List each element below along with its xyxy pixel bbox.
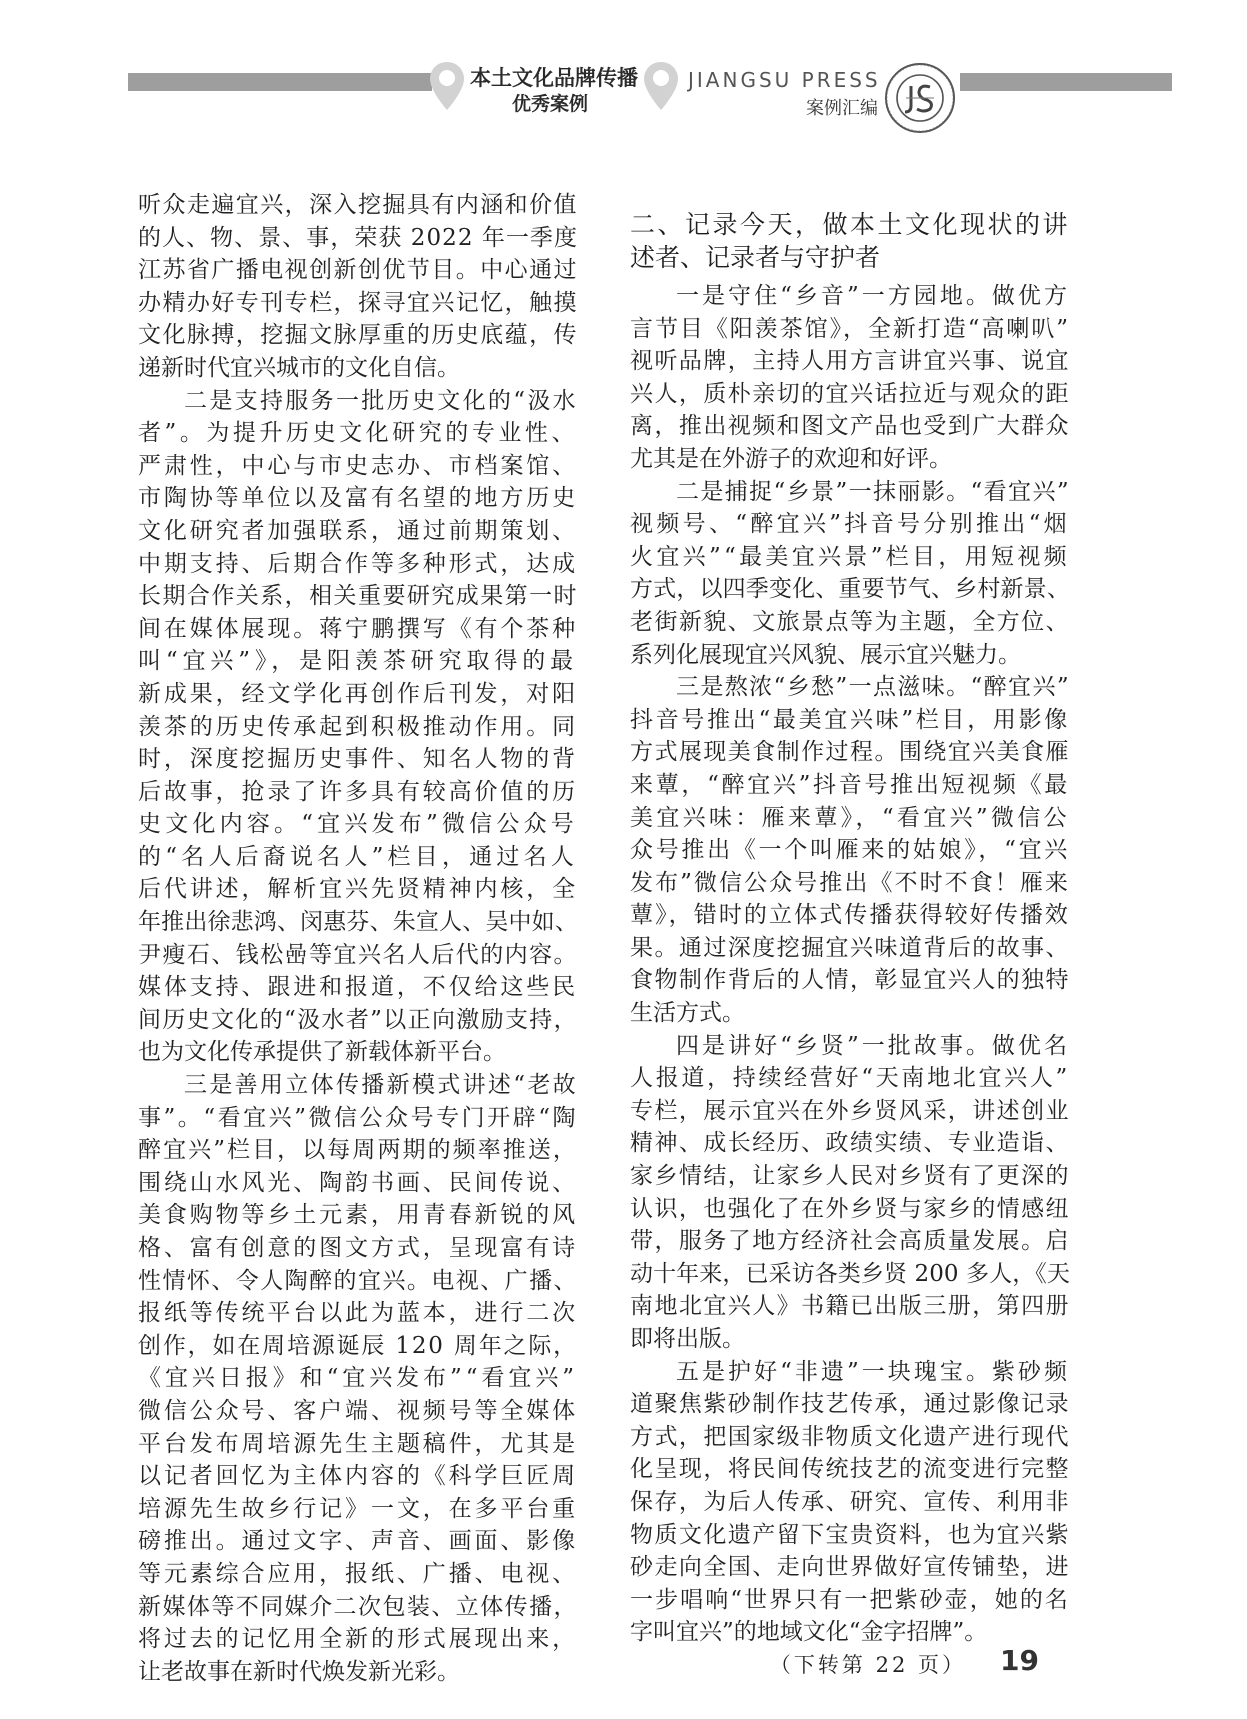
line-text xyxy=(676,476,1070,509)
line-text: 发布”微信公众号推出《不时不食！雁来 xyxy=(630,869,1070,896)
text-line xyxy=(138,776,578,809)
text-line xyxy=(138,1232,578,1265)
line-text: 视听品牌，主持人用方言讲宜兴事、说宜 xyxy=(630,348,1070,375)
line-text: 听众走遍宜兴，深入挖掘具有内涵和价值 xyxy=(138,192,578,218)
line-text: 即将出版。 xyxy=(630,1326,745,1352)
text-line xyxy=(138,1069,578,1102)
text-line xyxy=(630,802,1070,835)
text-line xyxy=(138,287,578,320)
text-line xyxy=(630,280,1070,313)
text-line xyxy=(630,410,1070,443)
lead-phrase: 四是讲好“乡贤”一批故事。 xyxy=(676,1032,992,1059)
text-line xyxy=(630,1584,1070,1617)
publication-section: 案例汇编 xyxy=(806,98,878,119)
text-line xyxy=(138,939,578,972)
text-line xyxy=(630,867,1070,900)
lead-phrase: 者”。 xyxy=(138,420,207,447)
left-column xyxy=(138,189,578,1688)
text-line xyxy=(138,385,578,418)
line-text: 方式，以四季变化、重要节气、乡村新景、 xyxy=(630,576,1070,603)
line-text: 间在媒体展现。蒋宁鹏撰写《有个茶种 xyxy=(138,615,578,642)
text-line xyxy=(138,1004,578,1037)
line-text: 让老故事在新时代焕发新光彩。 xyxy=(138,1658,460,1685)
text-line xyxy=(138,1395,578,1428)
line-text: 创作，如在周培源诞辰 120 周年之际， xyxy=(138,1332,578,1359)
association-seal-icon xyxy=(884,62,956,134)
line-text: 平台发布周培源先生主题稿件，尤其是 xyxy=(138,1430,578,1457)
text-line xyxy=(630,313,1070,346)
line-text: 做优方 xyxy=(991,283,1070,309)
line-text: 羡茶的历史传承起到积极推动作用。同 xyxy=(138,713,578,740)
line-text: 为提升历史文化研究的专业性、 xyxy=(206,420,578,447)
line-text: 磅推出。通过文字、声音、画面、影像 xyxy=(138,1528,578,1555)
line-text: 将过去的记忆用全新的形式展现出来， xyxy=(138,1626,578,1653)
line-text: 后故事，抢录了许多具有较高价值的历 xyxy=(138,778,578,805)
text-line xyxy=(630,1290,1070,1323)
column-subtitle: 优秀案例 xyxy=(512,93,589,115)
line-text: 精神、成长经历、政绩实绩、专业造诣、 xyxy=(630,1130,1070,1157)
continued-on-page-note: （下转第 22 页） xyxy=(769,1652,966,1677)
lead-phrase: 三是熬浓“乡愁”一点滋味。 xyxy=(676,674,971,701)
text-line xyxy=(630,241,1070,274)
text-line xyxy=(138,1558,578,1591)
text-line xyxy=(138,711,578,744)
line-text: 的人、物、景、事，荣获 2022 年一季度 xyxy=(138,224,578,251)
text-line xyxy=(138,1134,578,1167)
line-text: 二、记录今天，做本土文化现状的讲 xyxy=(630,210,1070,239)
line-text: 江苏省广播电视创新创优节目。中心通过 xyxy=(138,257,578,284)
line-text: 培源先生故乡行记》一文，在多平台重 xyxy=(138,1495,578,1522)
paragraph xyxy=(630,1030,1070,1356)
text-line xyxy=(138,189,578,222)
text-line xyxy=(630,1193,1070,1226)
text-line xyxy=(630,541,1070,574)
text-line xyxy=(630,704,1070,737)
publication-brand: JIANGSU PRESS xyxy=(688,68,881,92)
line-text: 长期合作关系，相关重要研究成果第一时 xyxy=(138,583,578,610)
line-text: 史文化内容。“宜兴发布”微信公众号 xyxy=(138,811,578,838)
text-line xyxy=(630,606,1070,639)
line-text: 专栏，展示宜兴在外乡贤风采，讲述创业 xyxy=(630,1097,1070,1124)
line-text: 尤其是在外游子的欢迎和好评。 xyxy=(630,445,952,472)
line-text: 带，服务了地方经济社会高质量发展。启 xyxy=(630,1228,1070,1255)
line-text: 动十年来，已采访各类乡贤 200 多人，《天 xyxy=(630,1260,1070,1287)
line-text xyxy=(138,1102,578,1135)
text-line xyxy=(138,1330,578,1363)
line-text: 媒体支持、跟进和报道，不仅给这些民 xyxy=(138,974,578,1001)
line-text: 《宜兴日报》和“宜兴发布”“看宜兴” xyxy=(138,1365,578,1392)
line-text: 生活方式。 xyxy=(630,1000,745,1027)
line-text: 中期支持、后期合作等多种形式，达成 xyxy=(138,550,578,577)
line-text: 众号推出《一个叫雁来的姑娘》，“宜兴 xyxy=(630,837,1070,864)
line-text: 文化研究者加强联系，通过前期策划、 xyxy=(138,517,578,544)
text-line xyxy=(630,736,1070,769)
text-line xyxy=(138,1199,578,1232)
line-text: 蕈》，错时的立体式传播获得较好传播效 xyxy=(630,902,1070,929)
text-line xyxy=(138,515,578,548)
text-line xyxy=(138,873,578,906)
paragraph xyxy=(138,1069,578,1688)
lead-phrase: 二是支持服务一批历史文化的“汲水 xyxy=(184,387,578,414)
text-line xyxy=(630,1062,1070,1095)
paragraph xyxy=(630,476,1070,672)
text-line xyxy=(138,1362,578,1395)
text-line xyxy=(138,1265,578,1298)
line-text: 人报道，持续经营好“天南地北宜兴人” xyxy=(630,1065,1070,1092)
line-text: 道聚焦紫砂制作技艺传承，通过影像记录 xyxy=(630,1391,1070,1418)
line-text: 的“名人后裔说名人”栏目，通过名人 xyxy=(138,843,578,870)
text-line xyxy=(138,254,578,287)
right-column xyxy=(630,208,1070,1682)
line-text: 字叫宜兴”的地域文化“金字招牌”。 xyxy=(630,1619,988,1646)
text-line xyxy=(630,378,1070,411)
text-line xyxy=(138,1623,578,1656)
line-text xyxy=(138,417,578,450)
line-text xyxy=(676,280,1070,313)
line-text: 一步唱响“世界只有一把紫砂壶，她的名 xyxy=(630,1586,1070,1613)
right-column-body xyxy=(630,280,1070,1649)
line-text: 方式，把国家级非物质文化遗产进行现代 xyxy=(630,1423,1070,1450)
line-text: 叫“宜兴”》，是阳羡茶研究取得的最 xyxy=(138,648,578,675)
text-line xyxy=(630,443,1070,476)
text-line xyxy=(138,678,578,711)
line-text: 报纸等传统平台以此为蓝本，进行二次 xyxy=(138,1300,578,1327)
line-text: 言节目《阳羡茶馆》，全新打造“高喇叭” xyxy=(630,315,1070,342)
line-text: 新媒体等不同媒介二次包装、立体传播， xyxy=(138,1593,578,1620)
header-bar-right xyxy=(960,73,1172,91)
line-text xyxy=(676,671,1070,704)
line-text: 方式展现美食制作过程。围绕宜兴美食雁 xyxy=(630,739,1070,766)
text-line xyxy=(138,906,578,939)
text-line xyxy=(138,645,578,678)
text-line xyxy=(138,1167,578,1200)
map-pin-icon xyxy=(428,60,466,112)
line-text: 等元素综合应用，报纸、广播、电视、 xyxy=(138,1560,578,1587)
line-text: 新成果，经文学化再创作后刊发，对阳 xyxy=(138,680,578,707)
text-line xyxy=(630,834,1070,867)
line-text: 以记者回忆为主体内容的《科学巨匠周 xyxy=(138,1463,578,1490)
text-line xyxy=(138,971,578,1004)
text-line xyxy=(630,1258,1070,1291)
text-line xyxy=(138,808,578,841)
text-line xyxy=(138,222,578,255)
text-line xyxy=(630,1388,1070,1421)
line-text: 视频号、“醉宜兴”抖音号分别推出“烟 xyxy=(630,511,1070,538)
text-line xyxy=(630,1095,1070,1128)
line-text: 果。通过深度挖掘宜兴味道背后的故事、 xyxy=(630,934,1070,961)
text-line xyxy=(630,1486,1070,1519)
text-line xyxy=(138,1297,578,1330)
text-line xyxy=(630,208,1070,241)
line-text: 格、富有创意的图文方式，呈现富有诗 xyxy=(138,1235,578,1261)
text-line xyxy=(630,1551,1070,1584)
map-pin-icon xyxy=(642,60,680,112)
text-line xyxy=(138,548,578,581)
text-line xyxy=(630,932,1070,965)
text-line xyxy=(630,573,1070,606)
line-text: 严肃性，中心与市史志办、市档案馆、 xyxy=(138,452,578,479)
paragraph xyxy=(138,385,578,1069)
line-text: “看宜兴” xyxy=(970,478,1070,505)
line-text: 来蕈，“醉宜兴”抖音号推出短视频《最 xyxy=(630,771,1070,798)
text-line xyxy=(138,1102,578,1135)
line-text: 食物制作背后的人情，彰显宜兴人的独特 xyxy=(630,967,1070,994)
line-text: 保存，为后人传承、研究、宣传、利用非 xyxy=(630,1488,1070,1515)
text-line xyxy=(630,899,1070,932)
line-text: 也为文化传承提供了新载体新平台。 xyxy=(138,1039,506,1066)
text-line xyxy=(138,580,578,613)
line-text: 砂走向全国、走向世界做好宣传铺垫，进 xyxy=(630,1554,1070,1581)
line-text xyxy=(184,385,578,418)
text-line xyxy=(138,1493,578,1526)
section-heading xyxy=(630,208,1070,274)
text-line xyxy=(630,345,1070,378)
lead-phrase: 二是捕捉“乡景”一抹丽影。 xyxy=(676,478,971,505)
lead-phrase: 五是护好“非遗”一块瑰宝。 xyxy=(676,1358,992,1385)
text-line xyxy=(630,508,1070,541)
header-bar-left xyxy=(128,73,432,91)
paragraph xyxy=(630,671,1070,1030)
text-line xyxy=(138,1525,578,1558)
line-text: 述者、记录者与守护者 xyxy=(630,243,881,272)
line-text: 做优名 xyxy=(991,1032,1070,1059)
line-text: 家乡情结，让家乡人民对乡贤有了更深的 xyxy=(630,1163,1070,1190)
section-heading-text xyxy=(630,208,1070,274)
line-text: 认识，也强化了在外乡贤与家乡的情感纽 xyxy=(630,1195,1070,1222)
line-text: 围绕山水风光、陶韵书画、民间传说、 xyxy=(138,1169,578,1196)
text-line xyxy=(138,1036,578,1069)
line-text: 后代讲述，解析宜兴先贤精神内核，全 xyxy=(138,876,578,903)
line-text: 市陶协等单位以及富有名望的地方历史 xyxy=(138,485,578,512)
text-line xyxy=(630,769,1070,802)
text-line xyxy=(138,841,578,874)
line-text xyxy=(676,1030,1070,1063)
line-text: 递新时代宜兴城市的文化自信。 xyxy=(138,354,460,381)
line-text: 美宜兴味：雁来蕈》，“看宜兴”微信公 xyxy=(630,804,1070,831)
line-text: 紫砂频 xyxy=(991,1358,1070,1385)
line-text: 尹瘦石、钱松喦等宜兴名人后代的内容。 xyxy=(138,941,578,968)
text-line xyxy=(138,613,578,646)
column-title: 本土文化品牌传播 xyxy=(470,66,638,90)
text-line xyxy=(630,1453,1070,1486)
text-line xyxy=(138,1428,578,1461)
text-line xyxy=(630,1323,1070,1356)
line-text: 老街新貌、文旅景点等为主题，全方位、 xyxy=(630,608,1070,635)
page-number: 19 xyxy=(1000,1644,1039,1677)
line-text: 醉宜兴”栏目，以每周两期的频率推送， xyxy=(138,1137,578,1164)
text-line xyxy=(630,639,1070,672)
text-line xyxy=(630,671,1070,704)
text-line xyxy=(630,1421,1070,1454)
text-line xyxy=(138,1656,578,1689)
text-line xyxy=(630,997,1070,1030)
lead-phrase: 三是善用立体传播新模式讲述“老故 xyxy=(184,1072,578,1099)
line-text: 微信公众号、客户端、视频号等全媒体 xyxy=(138,1397,578,1424)
line-text: “醉宜兴” xyxy=(970,674,1070,701)
text-line xyxy=(138,1591,578,1624)
line-text xyxy=(676,1356,1070,1389)
paragraph xyxy=(138,189,578,385)
line-text: 化呈现，将民间传统技艺的流变进行完整 xyxy=(630,1456,1070,1483)
paragraph xyxy=(630,280,1070,476)
paragraph xyxy=(630,1356,1070,1649)
text-line xyxy=(138,482,578,515)
line-text: 离，推出视频和图文产品也受到广大群众 xyxy=(630,413,1070,440)
line-text: 办精办好专刊专栏，探寻宜兴记忆，触摸 xyxy=(138,289,578,316)
text-line xyxy=(138,319,578,352)
text-line xyxy=(630,964,1070,997)
text-line xyxy=(630,1356,1070,1389)
text-line xyxy=(630,1160,1070,1193)
text-line xyxy=(630,1030,1070,1063)
line-text: “看宜兴”微信公众号专门开辟“陶 xyxy=(203,1104,578,1131)
line-text: 性情怀、令人陶醉的宜兴。电视、广播、 xyxy=(138,1267,578,1294)
line-text: 南地北宜兴人》书籍已出版三册，第四册 xyxy=(630,1293,1070,1320)
text-line xyxy=(138,352,578,385)
text-line xyxy=(630,1127,1070,1160)
line-text: 系列化展现宜兴风貌、展示宜兴魅力。 xyxy=(630,641,1021,668)
text-line xyxy=(138,450,578,483)
line-text: 火宜兴”“最美宜兴景”栏目，用短视频 xyxy=(630,543,1070,570)
line-text xyxy=(184,1069,578,1102)
text-line xyxy=(138,1460,578,1493)
text-line xyxy=(630,1519,1070,1552)
line-text: 间历史文化的“汲水者”以正向激励支持， xyxy=(138,1006,578,1033)
line-text: 年推出徐悲鸿、闵惠芬、朱宣人、吴中如、 xyxy=(138,909,578,936)
line-text: 兴人，质朴亲切的宜兴话拉近与观众的距 xyxy=(630,380,1070,407)
text-line xyxy=(138,743,578,776)
line-text: 抖音号推出“最美宜兴味”栏目，用影像 xyxy=(630,706,1070,733)
line-text: 时，深度挖掘历史事件、知名人物的背 xyxy=(138,746,578,773)
text-line xyxy=(138,417,578,450)
lead-phrase: 事”。 xyxy=(138,1104,204,1131)
text-line xyxy=(630,476,1070,509)
line-text: 美食购物等乡土元素，用青春新锐的风 xyxy=(138,1202,578,1229)
line-text: 物质文化遗产留下宝贵资料，也为宜兴紫 xyxy=(630,1521,1070,1548)
line-text: 文化脉搏，挖掘文脉厚重的历史底蕴，传 xyxy=(138,322,578,349)
lead-phrase: 一是守住“乡音”一方园地。 xyxy=(676,283,992,309)
text-line xyxy=(630,1225,1070,1258)
